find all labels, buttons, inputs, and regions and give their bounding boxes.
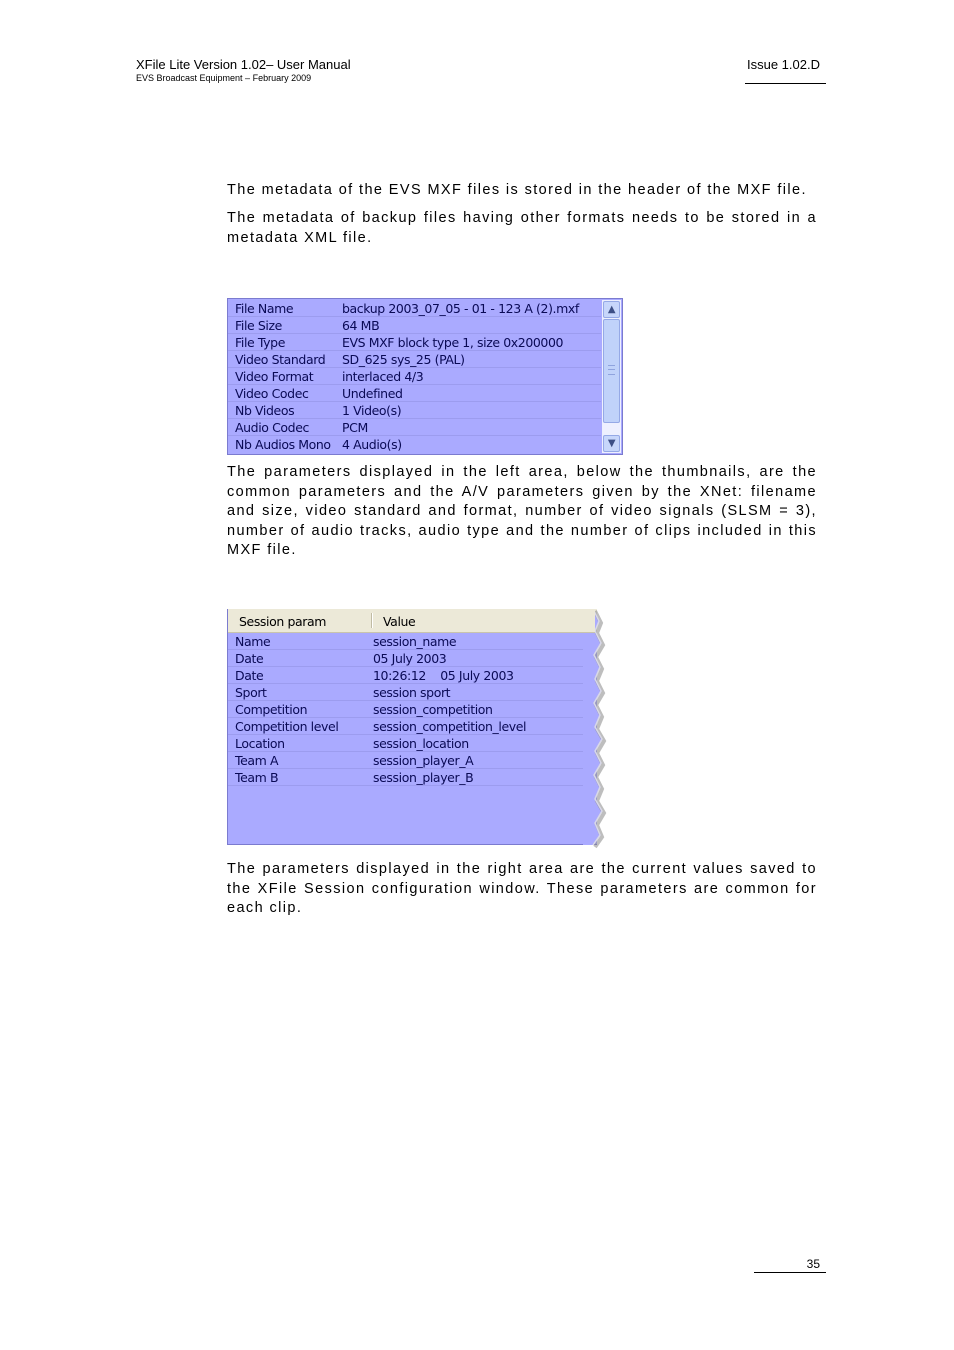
property-row[interactable] (228, 385, 601, 402)
session-value: 05 July 2003 (373, 651, 447, 666)
property-key: File Type (235, 335, 286, 350)
column-divider[interactable] (371, 613, 373, 628)
session-row[interactable] (228, 752, 597, 769)
property-row[interactable] (228, 419, 601, 436)
manual-title: XFile Lite Version 1.02– User Manual (136, 57, 351, 72)
property-value: SD_625 sys_25 (PAL) (342, 352, 465, 367)
session-value: session_competition_level (373, 719, 527, 734)
property-value: 1 Video(s) (342, 403, 402, 418)
session-key: Competition level (235, 719, 339, 734)
property-key: Video Standard (235, 352, 326, 367)
session-value: session sport (373, 685, 451, 700)
property-value: 64 MB (342, 318, 380, 333)
property-value: PCM (342, 420, 368, 435)
column-header-value[interactable]: Value (383, 614, 416, 629)
session-key: Team A (235, 753, 279, 768)
session-key: Competition (235, 702, 308, 717)
issue-number: Issue 1.02.D (747, 57, 820, 72)
property-row[interactable] (228, 317, 601, 334)
session-value: session_player_B (373, 770, 474, 785)
scroll-down-button[interactable] (603, 435, 620, 452)
property-row[interactable] (228, 436, 601, 453)
torn-edge-decoration (583, 609, 613, 850)
manual-subtitle: EVS Broadcast Equipment – February 2009 (136, 73, 312, 83)
column-header-session-param[interactable]: Session param (239, 614, 327, 629)
property-key: File Name (235, 301, 294, 316)
session-value: 10:26:12 05 July 2003 (373, 668, 514, 683)
grip-icon (608, 365, 615, 375)
scroll-thumb[interactable] (603, 319, 620, 423)
session-row[interactable] (228, 769, 597, 786)
paragraph-backup-metadata: The metadata of backup files having other formats needs to be stored in a metadata XML file. (227, 210, 817, 246)
session-key: Sport (235, 685, 267, 700)
property-value: backup 2003_07_05 - 01 - 123 A (2).mxf (342, 301, 579, 316)
property-row[interactable] (228, 334, 601, 351)
chevron-up-icon: ▲ (607, 304, 616, 315)
session-params-grid[interactable] (227, 609, 613, 850)
paragraph-right-area: The parameters displayed in the right area are the current values saved to the XFile Session configuration window. These parameters are common for each clip. (227, 861, 817, 916)
session-value: session_competition (373, 702, 493, 717)
property-value: Undefined (342, 386, 403, 401)
property-row[interactable] (228, 351, 601, 368)
vertical-scrollbar[interactable] (602, 300, 621, 453)
property-key: Audio Codec (235, 420, 309, 435)
scroll-up-button[interactable] (603, 301, 620, 318)
property-key: Nb Audios Mono (235, 437, 331, 452)
session-row[interactable] (228, 633, 597, 650)
session-value: session_name (373, 634, 457, 649)
session-key: Date (235, 668, 264, 683)
property-key: Video Format (235, 369, 314, 384)
property-value: EVS MXF block type 1, size 0x200000 (342, 335, 564, 350)
header-rule (745, 83, 826, 84)
session-row[interactable] (228, 650, 597, 667)
session-key: Location (235, 736, 285, 751)
session-row[interactable] (228, 701, 597, 718)
property-row[interactable] (228, 402, 601, 419)
footer-rule (754, 1272, 826, 1273)
session-key: Team B (235, 770, 279, 785)
property-key: File Size (235, 318, 282, 333)
paragraph-mxf-metadata: The metadata of the EVS MXF files is stored in the header of the MXF file. (227, 182, 807, 198)
session-row[interactable] (228, 735, 597, 752)
session-row[interactable] (228, 667, 597, 684)
property-row[interactable] (228, 368, 601, 385)
file-properties-rows (228, 300, 601, 453)
session-value: session_location (373, 736, 469, 751)
page-number: 35 (806, 1257, 820, 1271)
chevron-down-icon: ▼ (607, 438, 616, 449)
property-row[interactable] (228, 300, 601, 317)
file-properties-grid[interactable] (227, 298, 623, 455)
property-value: 4 Audio(s) (342, 437, 402, 452)
session-row[interactable] (228, 718, 597, 735)
session-key: Date (235, 651, 264, 666)
session-row[interactable] (228, 684, 597, 701)
column-header-row (228, 609, 597, 633)
session-params-table (227, 609, 597, 845)
property-key: Nb Videos (235, 403, 295, 418)
session-value: session_player_A (373, 753, 474, 768)
property-value: interlaced 4/3 (342, 369, 424, 384)
paragraph-left-area: The parameters displayed in the left area, below the thumbnails, are the common parameters and the A/V parameters given by the XNet: filename and size, video standard and format, number of video signals (SLSM = 3), number of audio tracks, audio type and the number of clips included in this MXF file. (227, 464, 817, 558)
property-key: Video Codec (235, 386, 309, 401)
session-key: Name (235, 634, 271, 649)
